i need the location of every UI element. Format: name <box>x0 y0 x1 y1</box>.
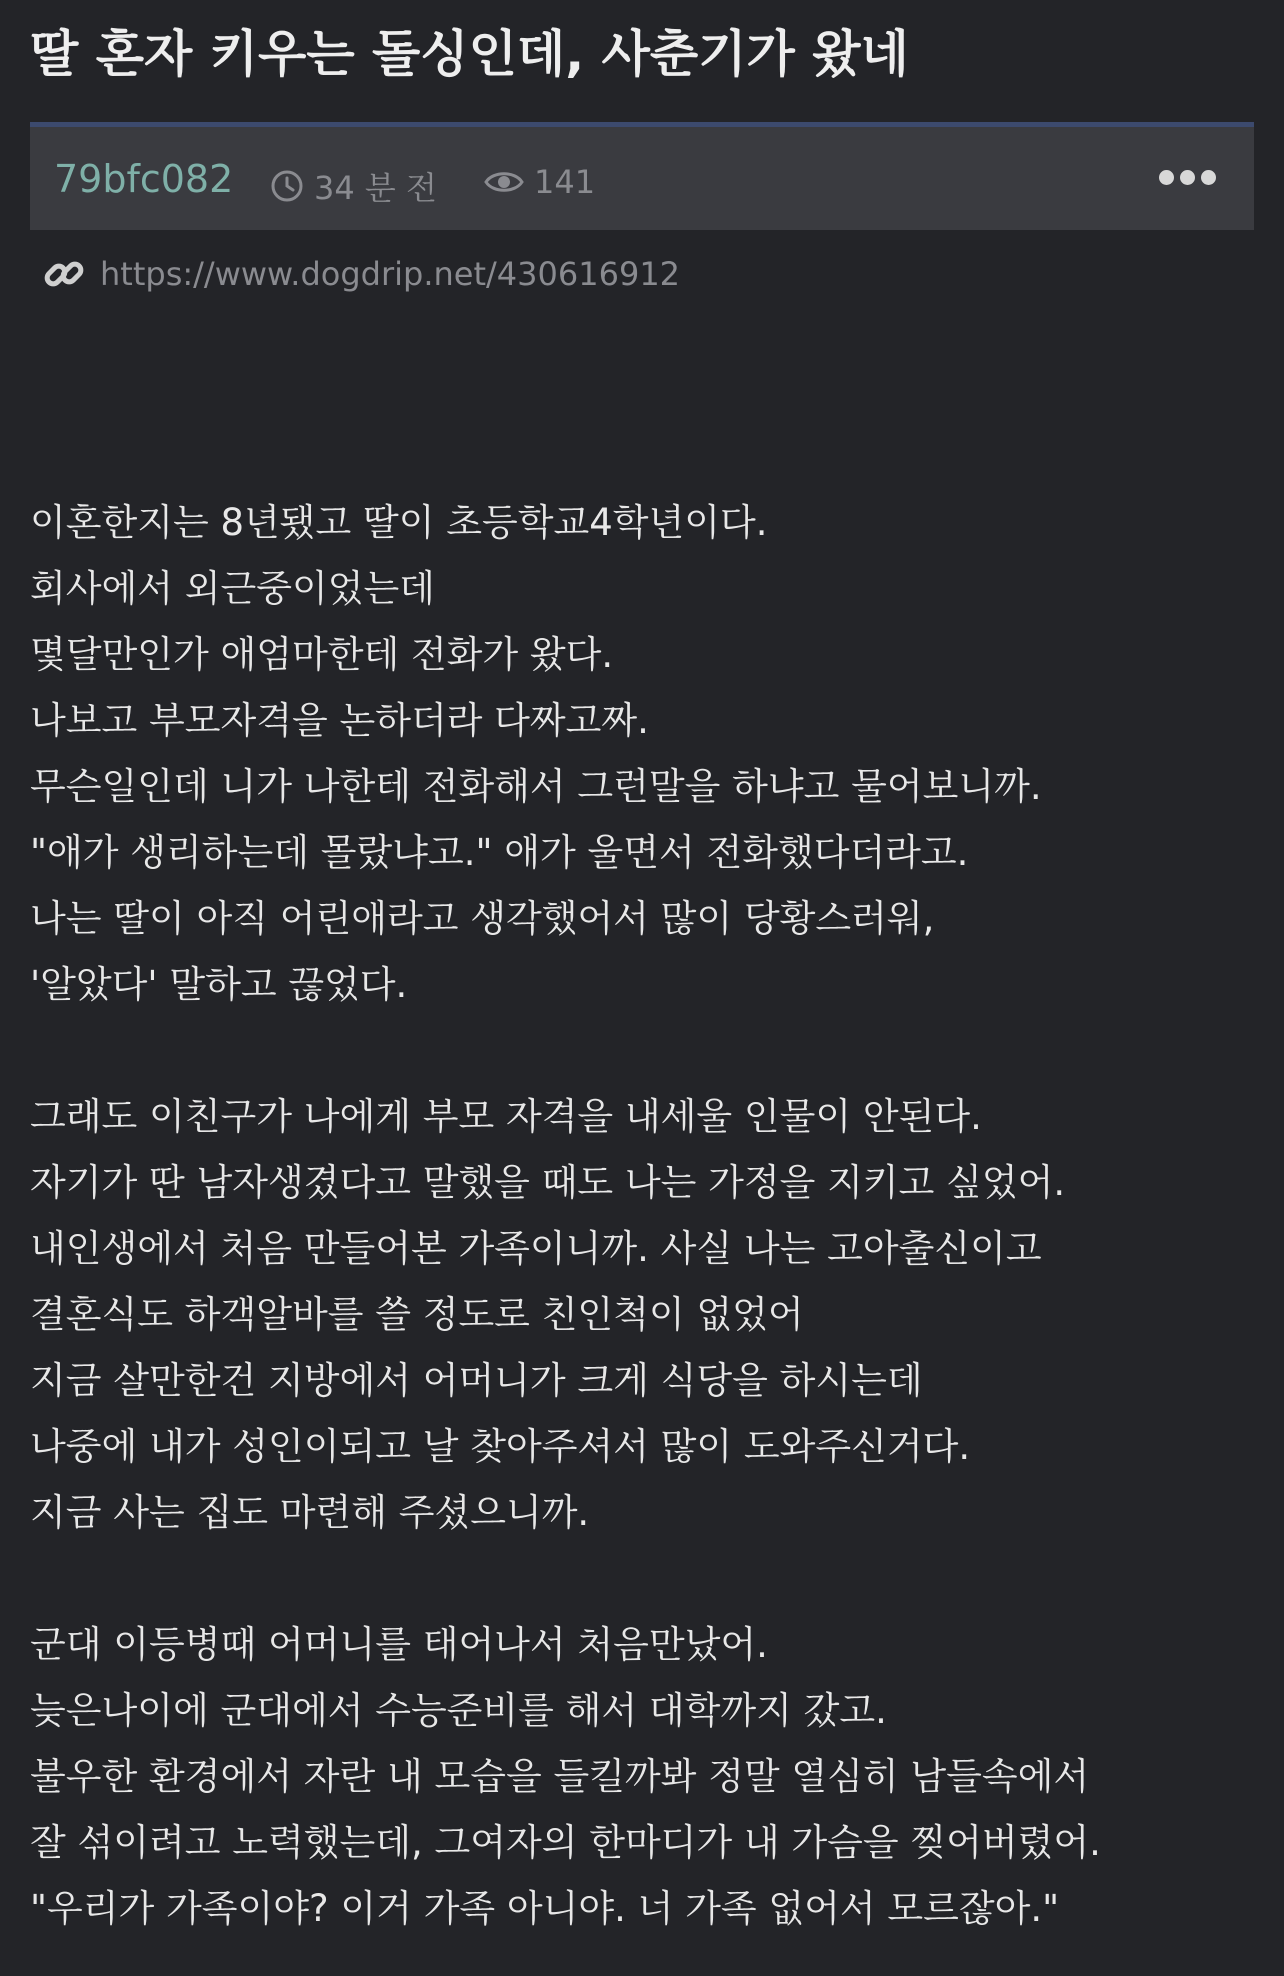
body-line: 지금 살만한건 지방에서 어머니가 크게 식당을 하시는데 <box>30 1359 923 1402</box>
more-dots-icon[interactable] <box>1159 157 1216 197</box>
more-dot <box>1159 170 1174 185</box>
post-title: 딸 혼자 키우는 돌싱인데, 사춘기가 왔네 <box>30 25 909 83</box>
body-line: 회사에서 외근중이었는데 <box>30 567 435 610</box>
body-line: "우리가 가족이야? 이거 가족 아니야. 너 가족 없어서 모르잖아." <box>30 1887 1060 1930</box>
more-dot <box>1201 170 1216 185</box>
link-icon <box>42 252 86 296</box>
body-line: 지금 사는 집도 마련해 주셨으니까. <box>30 1491 590 1534</box>
body-line: 잘 섞이려고 노력했는데, 그여자의 한마디가 내 가슴을 찢어버렸어. <box>30 1821 1101 1864</box>
body-line: 군대 이등병때 어머니를 태어나서 처음만났어. <box>30 1623 768 1666</box>
body-line: 내인생에서 처음 만들어본 가족이니까. 사실 나는 고아출신이고 <box>30 1227 1042 1270</box>
paragraph-1 <box>30 490 1260 1018</box>
post-time-text: 34 분 전 <box>314 169 437 207</box>
body-line: 늦은나이에 군대에서 수능준비를 해서 대학까지 갔고. <box>30 1689 887 1732</box>
post-views <box>484 163 595 201</box>
more-dot <box>1180 170 1195 185</box>
author-name[interactable]: 79bfc082 <box>54 157 234 201</box>
eye-icon <box>484 167 524 197</box>
body-line: "애가 생리하는데 몰랐냐고." 애가 울면서 전화했다더라고. <box>30 831 969 874</box>
body-line: 결혼식도 하객알바를 쓸 정도로 친인척이 없었어 <box>30 1293 804 1336</box>
post-body <box>30 490 1260 1942</box>
body-line: 나보고 부모자격을 논하더라 다짜고짜. <box>30 699 649 742</box>
body-line: 나는 딸이 아직 어린애라고 생각했어서 많이 당황스러워, <box>30 897 935 940</box>
body-line: 그래도 이친구가 나에게 부모 자격을 내세울 인물이 안된다. <box>30 1095 982 1138</box>
post-time <box>270 163 437 209</box>
post-views-count: 141 <box>534 163 596 201</box>
paragraph-gap <box>30 1546 1260 1612</box>
body-line: 나중에 내가 성인이되고 날 찾아주셔서 많이 도와주신거다. <box>30 1425 971 1468</box>
body-line: 무슨일인데 니가 나한테 전화해서 그런말을 하냐고 물어보니까. <box>30 765 1042 808</box>
post-url[interactable]: https://www.dogdrip.net/430616912 <box>100 255 681 293</box>
post-link-row[interactable] <box>42 252 680 296</box>
body-line: 자기가 딴 남자생겼다고 말했을 때도 나는 가정을 지키고 싶었어. <box>30 1161 1066 1204</box>
paragraph-2 <box>30 1084 1260 1546</box>
body-line: 불우한 환경에서 자란 내 모습을 들킬까봐 정말 열심히 남들속에서 <box>30 1755 1090 1798</box>
body-line: '알았다' 말하고 끊었다. <box>30 963 408 1006</box>
paragraph-3 <box>30 1612 1260 1942</box>
post-meta-bar <box>30 122 1254 230</box>
body-line: 몇달만인가 애엄마한테 전화가 왔다. <box>30 633 614 676</box>
body-line: 이혼한지는 8년됐고 딸이 초등학교4학년이다. <box>30 501 768 544</box>
paragraph-gap <box>30 1018 1260 1084</box>
clock-icon <box>270 169 304 203</box>
